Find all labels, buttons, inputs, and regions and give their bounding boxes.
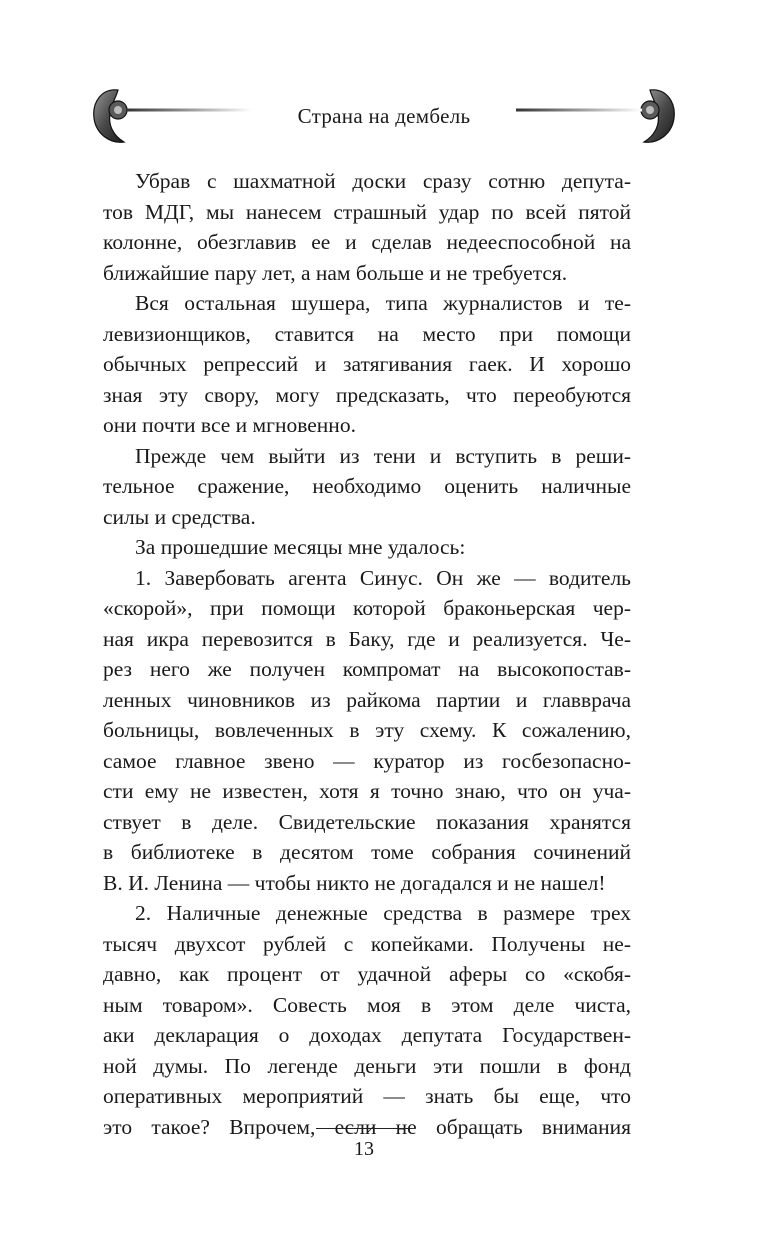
text-line: аки декларация о доходах депутата Государствен- bbox=[103, 1023, 631, 1047]
text-line: В. И. Ленина — чтобы никто не догадался и не нашел! bbox=[103, 870, 606, 895]
text-line: самое главное звено — куратор из госбезопасно- bbox=[103, 748, 631, 773]
text-line: ближайшие пару лет, а нам больше и не требуется. bbox=[103, 260, 568, 285]
page-number: 13 bbox=[354, 1138, 374, 1160]
text-line: ная икра перевозится в Баку, где и реализуется. Че- bbox=[103, 626, 631, 651]
page-header bbox=[0, 82, 768, 162]
text-line: они почти все и мгновенно. bbox=[103, 413, 356, 437]
text-line: ствует в деле. Свидетельские показания хранятся bbox=[103, 809, 631, 834]
paragraph bbox=[103, 532, 631, 563]
paragraph bbox=[103, 288, 631, 441]
text-line: силы и средства. bbox=[103, 504, 256, 529]
text-line: больницы, вовлеченных в эту схему. К сожалению, bbox=[103, 718, 631, 742]
text-line: левизионщиков, ставится на место при помощи bbox=[103, 321, 631, 346]
text-line: давно, как процент от удачной аферы со «скобя- bbox=[103, 962, 631, 986]
text-line: зная эту свору, могу предсказать, что переобуются bbox=[103, 382, 631, 407]
paragraph bbox=[103, 166, 631, 288]
text-line: тельное сражение, необходимо оценить наличные bbox=[103, 474, 631, 498]
text-line: Вся остальная шушера, типа журналистов и те- bbox=[135, 291, 631, 315]
text-line: ной думы. По легенде деньги эти пошли в фонд bbox=[103, 1053, 631, 1078]
paragraph bbox=[103, 563, 631, 899]
paragraph bbox=[103, 898, 631, 1142]
text-line: рез него же получен компромат на высокопостав- bbox=[103, 657, 631, 681]
text-line: «скорой», при помощи которой браконьерская чер- bbox=[103, 596, 631, 620]
paragraph bbox=[103, 441, 631, 533]
text-line: оперативных мероприятий — знать бы еще, что bbox=[103, 1084, 631, 1108]
text-line: Убрав с шахматной доски сразу сотню депута- bbox=[135, 169, 631, 193]
text-line: это такое? Впрочем, если не обращать внимания bbox=[103, 1114, 631, 1139]
text-line: в библиотеке в десятом томе собрания сочинений bbox=[103, 840, 631, 864]
footer-rule bbox=[316, 1128, 411, 1129]
text-line: обычных репрессий и затягивания гаек. И хорошо bbox=[103, 352, 631, 376]
text-line: 1. Завербовать агента Синус. Он же — водитель bbox=[135, 565, 631, 590]
text-line: тысяч двухсот рублей с копейками. Получены не- bbox=[103, 931, 631, 956]
text-line: тов МДГ, мы нанесем страшный удар по всей пятой bbox=[103, 199, 631, 224]
text-line: За прошедшие месяцы мне удалось: bbox=[135, 535, 466, 559]
text-line: ным товаром». Совесть моя в этом деле чиста, bbox=[103, 992, 631, 1017]
decorative-hook-ornament-icon bbox=[514, 82, 684, 152]
text-line: Прежде чем выйти из тени и вступить в реши- bbox=[135, 443, 631, 468]
running-title: Страна на дембель bbox=[297, 104, 471, 128]
body-text bbox=[103, 166, 631, 1142]
text-line: колонне, обезглавив ее и сделав недееспособной на bbox=[103, 230, 631, 254]
text-line: 2. Наличные денежные средства в размере трех bbox=[135, 901, 631, 925]
text-line: сти ему не известен, хотя я точно знаю, что он уча- bbox=[103, 779, 631, 803]
text-line: ленных чиновников из райкома партии и главврача bbox=[103, 687, 631, 712]
